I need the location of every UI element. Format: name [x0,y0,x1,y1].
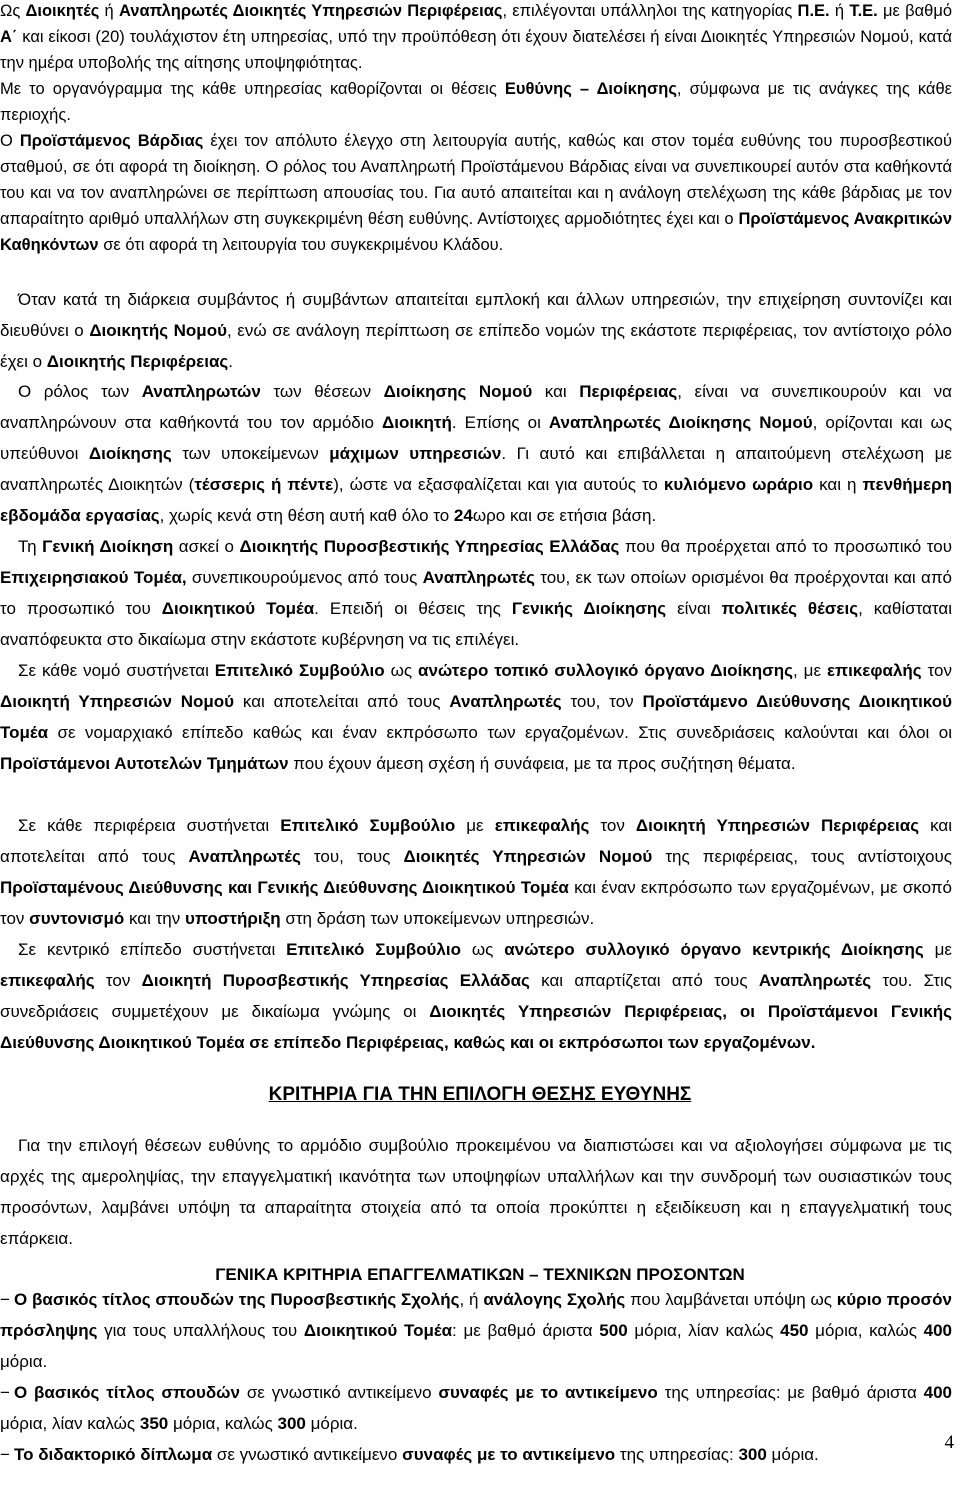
list-item-text [14,1445,819,1464]
text-run: και είκοσι (20) τουλάχιστον έτη υπηρεσίας, υπό την προϋπόθεση ότι έχουν διατελέσει ή είναι Διοικητές Υπηρεσιών Νομού, κατά την ημέρα υποβολής της αίτησης υποψηφιότητας. [0,28,952,72]
text-run: μόρια, καλώς [168,1414,278,1433]
bold-text: Προϊστάμενος Ανακριτικών Καθηκόντων [0,210,952,254]
text-run: μόρια, λίαν καλώς [627,1321,781,1340]
list-item-text [0,1290,952,1371]
text-run: , σύμφωνα με τις ανάγκες της κάθε περιοχής. [0,80,952,124]
text-run: , χωρίς κενά στη θέση αυτή καθ όλο το [159,506,454,525]
bold-text: Διοικητή Υπηρεσιών Περιφέρειας [635,816,920,835]
text-run: που λαμβάνεται υπόψη ως [625,1290,837,1309]
bold-text: Διοικητής Νομού [89,321,227,340]
paragraph-deputies [0,376,952,531]
text-run: της υπηρεσίας: με βαθμό άριστα [657,1383,924,1402]
text-run: που θα προέρχεται από το προσωπικό του [619,537,952,556]
text-run: και την [124,909,185,928]
text-run: Όταν κατά τη διάρκεια συμβάντος ή συμβάντων απαιτείται εμπλοκή και άλλων υπηρεσιών, την επιχείρηση συντονίζει και διευθύνει ο [0,290,952,340]
paragraph-text [0,376,952,531]
text-run: σε ότι αφορά τη λειτουργία του συγκεκριμένου Κλάδου. [98,236,504,254]
bold-text: Γενικής Διοίκησης [511,599,667,618]
bold-text: Ευθύνης – Διοίκησης [504,80,677,98]
bold-text: Διοικητή Πυροσβεστικής Υπηρεσίας Ελλάδας [141,971,530,990]
paragraph-text [0,76,952,128]
bold-text: τέσσερις ή πέντε [194,475,334,494]
bold-text: Διοικητές Υπηρεσιών Περιφέρειας, οι Προϊστάμενοι Γενικής Διεύθυνσης Διοικητικού Τομέα σε επίπεδο Περιφέρειας, καθώς και οι εκπρόσωποι των εργαζομένων. [0,1002,953,1052]
bold-text: Διοικητή Υπηρεσιών Νομού [0,692,235,711]
bold-text: 350 [139,1414,169,1433]
bullet-dash: − [0,1445,10,1464]
bold-text: Προϊστάμενο Διεύθυνσης Διοικητικού Τομέα [0,692,952,742]
section-heading-general-criteria: ΓΕΝΙΚΑ ΚΡΙΤΗΡΙΑ ΕΠΑΓΓΕΛΜΑΤΙΚΩΝ – ΤΕΧΝΙΚΩΝ ΠΡΟΣΟΝΤΩΝ [215,1265,745,1284]
bullet-dash: − [0,1290,10,1309]
bold-text: Το διδακτορικό δίπλωμα [14,1445,213,1464]
paragraph-text [0,284,952,377]
text-run: με [923,940,952,959]
text-run: , είναι να συνεπικουρούν και να αναπληρώνουν στα καθήκοντά του τον αρμόδιο [0,382,952,432]
paragraph-general-administration [0,531,952,655]
bold-text: Αναπληρωτές [449,692,562,711]
text-run: του, τους [300,847,404,866]
text-run: : με βαθμό άριστα [452,1321,600,1340]
text-run: , ορίζονται και ως υπεύθυνοι [0,413,953,463]
text-run: , ή [459,1290,484,1309]
text-run: και αποτελείται από τους [0,816,952,866]
bold-text: κύριο προσόν πρόσληψης [0,1290,953,1340]
text-run: για τους υπαλλήλους του [97,1321,304,1340]
text-run: μόρια. [766,1445,819,1464]
text-run: ασκεί ο [173,537,240,556]
bold-text: Γενική Διοίκηση [42,537,174,556]
text-run: Με το οργανόγραμμα της κάθε υπηρεσίας καθορίζονται οι θέσεις [0,80,505,98]
text-run: ως [384,661,418,680]
paragraph-prefecture-council [0,655,952,779]
text-run: και απαρτίζεται από τους [529,971,759,990]
paragraph-central-council [0,934,952,1058]
text-run: με βαθμό [877,2,953,20]
bold-text: 450 [780,1321,809,1340]
paragraph-text [0,1130,952,1254]
paragraph-selection-criteria [0,1130,952,1254]
bold-text: Διοικητικού Τομέα [161,599,315,618]
bold-text: επικεφαλής [826,661,922,680]
text-run: Τη [18,537,43,556]
text-run: των θέσεων [260,382,384,401]
paragraph-text [0,934,952,1058]
bold-text: Επιτελικό Συμβούλιο [214,661,385,680]
text-run: ή [99,2,119,20]
bold-text: 500 [599,1321,628,1340]
text-run: . [228,352,233,371]
bold-text: Αναπληρωτών [141,382,261,401]
bold-text: Αναπληρωτές [758,971,872,990]
section-heading-criteria: ΚΡΙΤΗΡΙΑ ΓΙΑ ΤΗΝ ΕΠΙΛΟΓΗ ΘΕΣΗΣ ΕΥΘΥΝΗΣ [268,1084,692,1105]
text-run: και αποτελείται από τους [234,692,450,711]
text-run: έχει τον απόλυτο έλεγχο στη λειτουργία αυτής, καθώς και στον τομέα ευθύνης του πυροσβεστικού σταθμού, σε ότι αφορά τη διοίκηση. Ο ρόλος του Αναπληρωτή Προϊστάμενου Βάρδιας είναι να συνεπικουρεί αυτόν στα καθήκοντά του και να τον αναπληρώνει σε περίπτωση απουσίας του. Για αυτό απαιτείται και η ανάλογη στελέχωση της κάθε βάρδιας με τον απαραίτητο αριθμό υπαλλήλων στη συγκεκριμένη θέση ευθύνης. Αντίστοιχες αρμοδιότητες έχει και ο [0,132,952,228]
bold-text: Επιτελικό Συμβούλιο [286,940,461,959]
bold-text: Αναπληρωτές [188,847,301,866]
text-run: στη δράση των υποκείμενων υπηρεσιών. [280,909,595,928]
text-run: σε γνωστικό αντικείμενο [239,1383,439,1402]
bold-text: Ο βασικός τίτλος σπουδών [14,1383,240,1402]
text-run: ως [461,940,505,959]
text-run: ή [829,2,850,20]
bullet-dash: − [0,1383,10,1402]
bold-text: Διοίκησης Νομού [383,382,533,401]
text-run: που έχουν άμεση σχέση ή συνάφεια, με τα προς συζήτηση θέματα. [288,754,796,773]
bold-text: Περιφέρειας [579,382,678,401]
text-run: του, εκ των οποίων ορισμένοι θα προέρχονται και από το προσωπικό του [0,568,952,618]
bold-text: ανώτερο συλλογικό όργανο κεντρικής Διοίκησης [504,940,924,959]
bold-text: Διοίκησης [88,444,172,463]
bold-text: Αναπληρωτές Διοίκησης Νομού [548,413,813,432]
bold-text: Διοικητής Πυροσβεστικής Υπηρεσίας Ελλάδας [239,537,620,556]
text-run: Ο ρόλος των [18,382,142,401]
text-run: με [455,816,495,835]
text-run: . Επίσης οι [451,413,549,432]
text-run: Ο [0,132,20,150]
bold-text: ανάλογης Σχολής [483,1290,626,1309]
bold-text: 24 [453,506,473,525]
bold-text: Προϊστάμενοι Αυτοτελών Τμημάτων [0,754,289,773]
text-run: τον [589,816,636,835]
text-run: , ενώ σε ανάλογη περίπτωση σε επίπεδο νομών της εκάστοτε περιφέρειας, τον αντίστοιχο ρόλο έχει ο [0,321,952,371]
bold-text: Διοικητές Υπηρεσιών Νομού [403,847,653,866]
text-run: είναι [666,599,722,618]
bold-text: Επιτελικό Συμβούλιο [280,816,456,835]
text-run: Σε κάθε νομό συστήνεται [18,661,215,680]
bold-text: Διοικητή [382,413,452,432]
bold-text: 300 [738,1445,767,1464]
text-run: και έναν εκπρόσωπο των εργαζομένων, με σκοπό τον [0,878,952,928]
text-run: Σε κάθε περιφέρεια συστήνεται [18,816,281,835]
bold-text: 300 [277,1414,306,1433]
paragraph-text [0,531,952,655]
bold-text: Διοικητικού Τομέα [303,1321,453,1340]
text-run: Σε κεντρικό επίπεδο συστήνεται [18,940,287,959]
list-item [0,1284,952,1377]
list-item [0,1377,952,1439]
bold-text: Τ.Ε. [849,2,878,20]
text-run: ωρο και σε ετήσια βάση. [472,506,657,525]
bold-text: Αναπληρωτές [422,568,535,587]
paragraph-administrators [0,0,952,76]
text-run: τον [921,661,953,680]
criteria-list [0,1284,952,1470]
text-run: , καθίσταται αναπόφευκτα στο δικαίωμα στην εκάστοτε κυβέρνηση να τις επιλέγει. [0,599,952,649]
text-run: . Γι αυτό και επιβάλλεται η απαιτούμενη στελέχωση με αναπληρωτές Διοικητών ( [0,444,952,494]
text-run: των υποκείμενων [171,444,330,463]
bold-text: Προϊστάμενος Βάρδιας [19,132,204,150]
bold-text: Διοικητές [25,2,100,20]
text-run: και η [813,475,863,494]
text-run: , με [793,661,827,680]
text-run: της υπηρεσίας: [615,1445,739,1464]
text-run: και [532,382,580,401]
bold-text: Π.Ε. [797,2,830,20]
bold-text: Α΄ [0,28,18,46]
bold-text: επικεφαλής [0,971,95,990]
paragraph-text [0,810,952,934]
bold-text: Προϊσταμένους Διεύθυνσης και Γενικής Διεύθυνσης Διοικητικού Τομέα [0,878,569,897]
bold-text: 400 [923,1383,952,1402]
bold-text: πενθήμερη εβδομάδα εργασίας [0,475,952,525]
list-item-text [0,1383,952,1433]
bold-text: Ο βασικός τίτλος σπουδών της Πυροσβεστικής Σχολής [14,1290,460,1309]
bold-text: κυλιόμενο ωράριο [663,475,814,494]
paragraph-text [0,0,952,76]
bold-text: επικεφαλής [494,816,590,835]
paragraph-text [0,128,952,258]
bold-text: υποστήριξη [184,909,281,928]
bold-text: μάχιμων υπηρεσιών [329,444,502,463]
bold-text: συναφές με το αντικείμενο [402,1445,616,1464]
bold-text: συναφές με το αντικείμενο [438,1383,658,1402]
text-run: συνεπικουρούμενος από τους [186,568,423,587]
text-run: σε γνωστικό αντικείμενο [212,1445,403,1464]
paragraph-text [0,655,952,779]
bold-text: πολιτικές θέσεις [721,599,859,618]
text-run: τον [94,971,142,990]
bold-text: συντονισμό [29,909,125,928]
bold-text: 400 [923,1321,953,1340]
text-run: Για την επιλογή θέσεων ευθύνης το αρμόδιο συμβούλιο προκειμένου να διαπιστώσει και να αξιολογήσει σύμφωνα με τις αρχές της αμεροληψίας, την επαγγελματική ικανότητα των υποψηφίων υπαλλήλων και την συνδρομή των ουσιαστικών τους προσόντων, λαμβάνει υπόψη τα απαραίτητα στοιχεία από τα οποία προκύπτει η εξειδίκευση και η επαγγελματική τους επάρκεια. [0,1136,952,1248]
text-run: , επιλέγονται υπάλληλοι της κατηγορίας [502,2,798,20]
text-run: μόρια. [305,1414,358,1433]
bold-text: Επιχειρησιακού Τομέα, [0,568,187,587]
bold-text: ανώτερο τοπικό συλλογικό όργανο Διοίκησης [418,661,794,680]
page-number: 4 [944,1432,954,1453]
text-run: Ως [0,2,26,20]
paragraph-incident-coordination [0,284,952,377]
text-run: ), ώστε να εξασφαλίζεται και για αυτούς το [333,475,664,494]
text-run: μόρια. [0,1352,48,1371]
text-run: μόρια, καλώς [808,1321,924,1340]
text-run: . Επειδή οι θέσεις της [314,599,512,618]
text-run: σε νομαρχιακό επίπεδο καθώς και έναν εκπρόσωπο των εργαζομένων. Στις συνεδριάσεις καλούνται και όλοι οι [48,723,952,742]
bold-text: Αναπληρωτές Διοικητές Υπηρεσιών Περιφέρειας [118,2,503,20]
text-run: μόρια, λίαν καλώς [0,1414,140,1433]
list-item [0,1439,952,1470]
paragraph-organogram [0,76,952,128]
bold-text: Διοικητής Περιφέρειας [46,352,229,371]
text-run: της περιφέρειας, τους αντίστοιχους [652,847,952,866]
text-run: του, τον [561,692,643,711]
paragraph-shift-supervisor [0,128,952,258]
paragraph-region-council [0,810,952,934]
text-run: του. Στις συνεδριάσεις συμμετέχουν με δικαίωμα γνώμης οι [0,971,952,1021]
